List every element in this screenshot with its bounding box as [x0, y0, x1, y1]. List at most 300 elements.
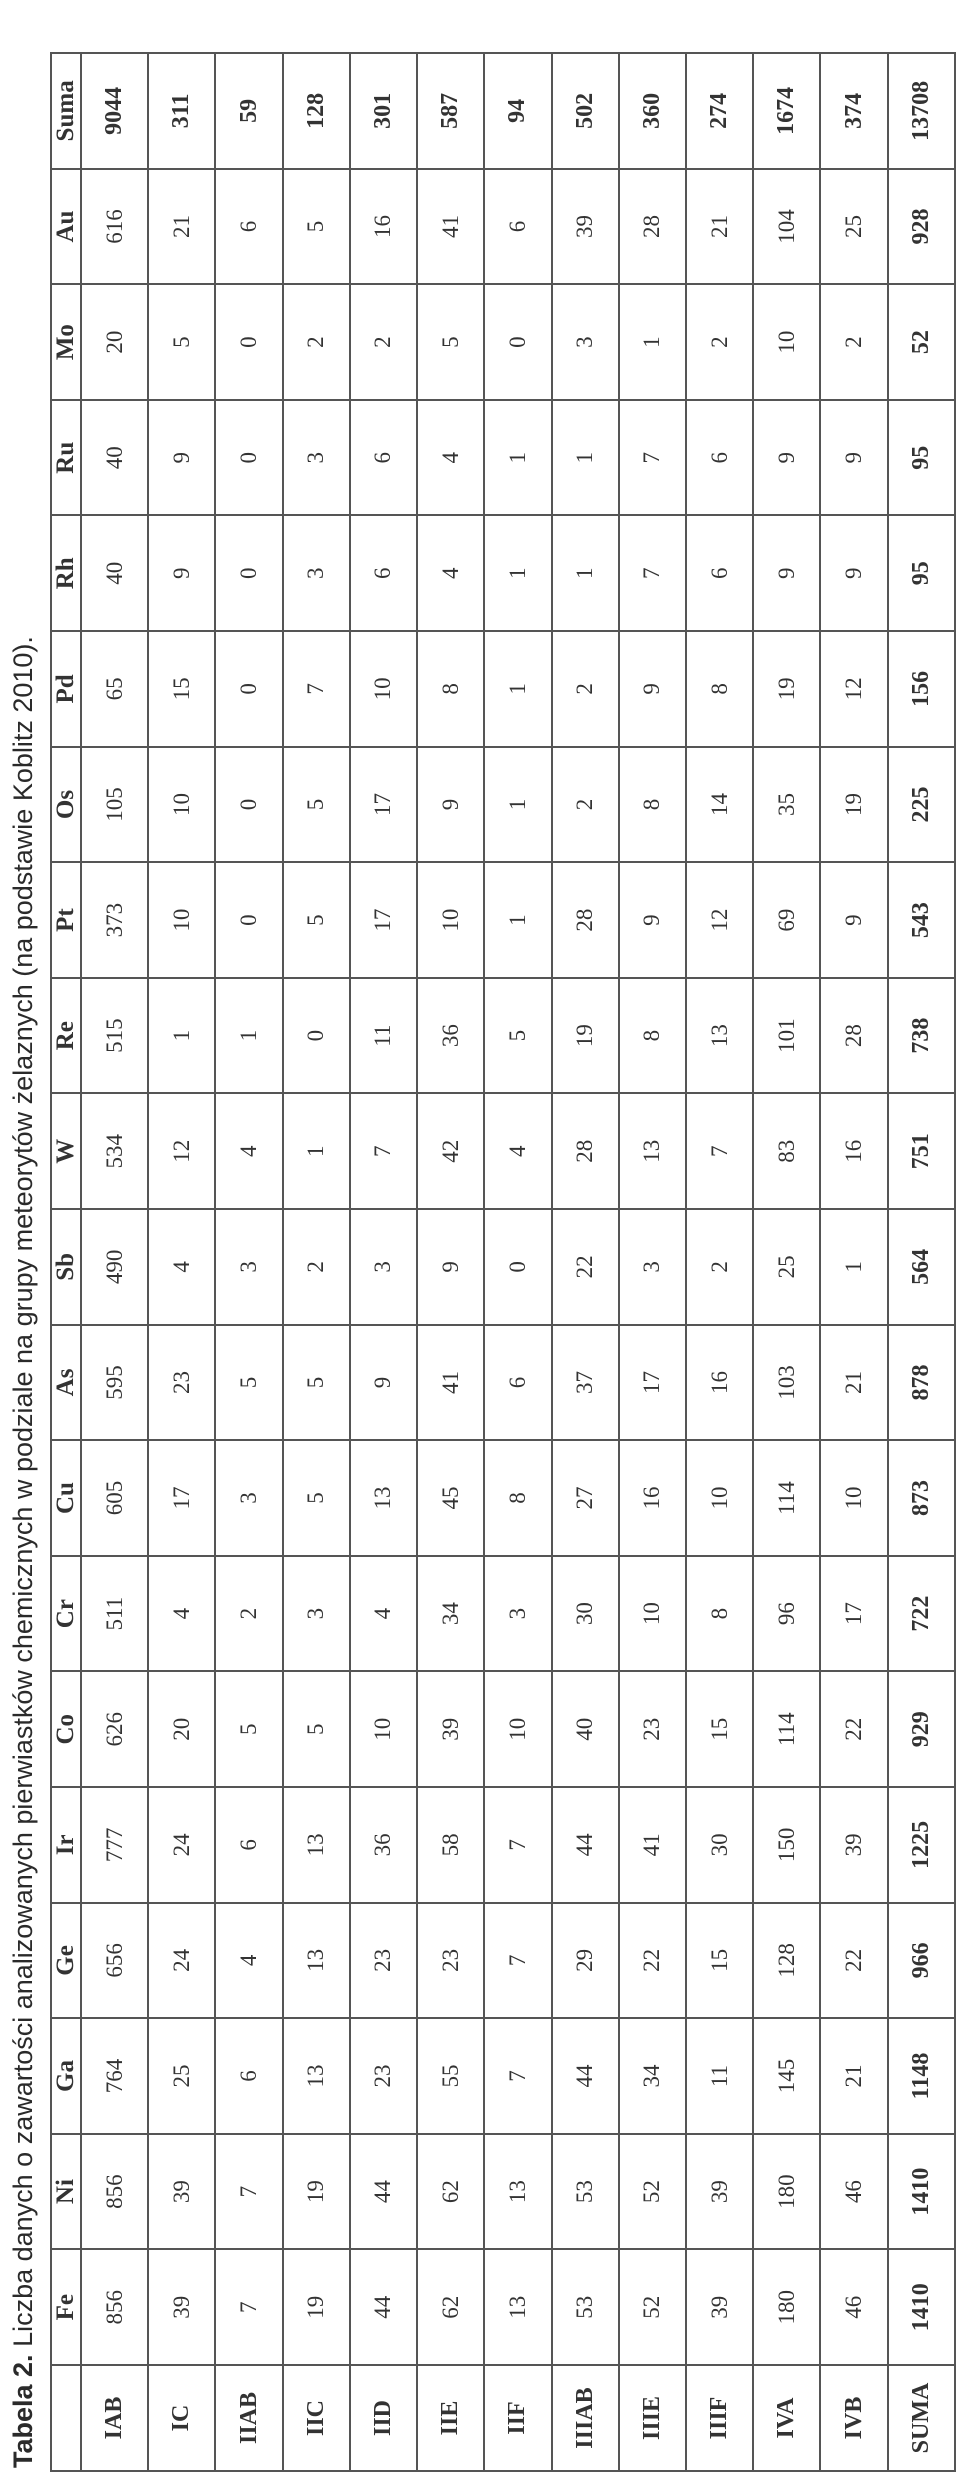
caption-label: Tabela 2. — [8, 2354, 38, 2468]
table-cell: 44 — [552, 1787, 619, 1903]
table-cell: 5 — [283, 1325, 350, 1441]
table-cell: 103 — [753, 1325, 820, 1441]
table-cell: 15 — [686, 1903, 753, 2019]
table-cell: 1410 — [888, 2249, 955, 2365]
column-header: Ni — [51, 2134, 81, 2250]
table-cell: 9 — [820, 862, 887, 978]
table-cell: 41 — [417, 169, 484, 285]
table-cell: 1225 — [888, 1787, 955, 1903]
table-cell: 626 — [81, 1671, 148, 1787]
table-cell: 2 — [283, 284, 350, 400]
table-cell: 2 — [820, 284, 887, 400]
table-cell: 30 — [686, 1787, 753, 1903]
table-cell: 13 — [350, 1440, 417, 1556]
column-header: Ru — [51, 400, 81, 516]
table-cell: 9 — [417, 747, 484, 863]
table-cell: 966 — [888, 1903, 955, 2019]
table-cell: 595 — [81, 1325, 148, 1441]
sum-cell: 94 — [484, 53, 551, 169]
table-cell: 52 — [619, 2249, 686, 2365]
table-cell: 15 — [686, 1671, 753, 1787]
sum-cell: 1674 — [753, 53, 820, 169]
table-cell: 9 — [148, 400, 215, 516]
table-cell: 25 — [753, 1209, 820, 1325]
table-cell: 35 — [753, 747, 820, 863]
table-cell: 6 — [484, 169, 551, 285]
row-header: IIC — [283, 2365, 350, 2471]
table-cell: 23 — [350, 2018, 417, 2134]
column-header: Os — [51, 747, 81, 863]
table-cell: 0 — [215, 516, 282, 632]
table-cell: 55 — [417, 2018, 484, 2134]
table-cell: 8 — [484, 1440, 551, 1556]
sum-cell: 59 — [215, 53, 282, 169]
table-cell: 10 — [484, 1671, 551, 1787]
table-row — [215, 53, 282, 2471]
sum-cell: 274 — [686, 53, 753, 169]
table-cell: 7 — [686, 1093, 753, 1209]
table-cell: 19 — [552, 978, 619, 1094]
table-cell: 1 — [552, 516, 619, 632]
table-cell: 5 — [283, 747, 350, 863]
table-cell: 7 — [215, 2134, 282, 2250]
table-cell: 373 — [81, 862, 148, 978]
table-cell: 10 — [753, 284, 820, 400]
table-cell: 1 — [484, 516, 551, 632]
table-cell: 39 — [148, 2249, 215, 2365]
table-cell: 23 — [148, 1325, 215, 1441]
table-cell: 2 — [686, 1209, 753, 1325]
sum-cell: 587 — [417, 53, 484, 169]
table-cell: 13 — [619, 1093, 686, 1209]
table-cell: 39 — [820, 1787, 887, 1903]
table-cell: 30 — [552, 1556, 619, 1672]
column-header: Sb — [51, 1209, 81, 1325]
table-cell: 15 — [148, 631, 215, 747]
table-cell: 4 — [417, 516, 484, 632]
table-cell: 23 — [350, 1903, 417, 2019]
header-row — [51, 53, 81, 2471]
table-cell: 10 — [148, 862, 215, 978]
table-cell: 6 — [484, 1325, 551, 1441]
table-cell: 0 — [215, 747, 282, 863]
table-cell: 39 — [552, 169, 619, 285]
table-cell: 16 — [820, 1093, 887, 1209]
table-cell: 1148 — [888, 2018, 955, 2134]
table-cell: 7 — [484, 2018, 551, 2134]
row-header: IC — [148, 2365, 215, 2471]
column-header: Mo — [51, 284, 81, 400]
table-cell: 19 — [283, 2249, 350, 2365]
table-cell: 0 — [283, 978, 350, 1094]
table-cell: 45 — [417, 1440, 484, 1556]
table-cell: 69 — [753, 862, 820, 978]
table-row — [283, 53, 350, 2471]
table-cell: 21 — [820, 2018, 887, 2134]
table-row — [350, 53, 417, 2471]
table-cell: 13 — [484, 2134, 551, 2250]
table-cell: 5 — [215, 1671, 282, 1787]
table-cell: 6 — [686, 400, 753, 516]
table-row — [686, 53, 753, 2471]
row-header: IIF — [484, 2365, 551, 2471]
table-cell: 52 — [888, 284, 955, 400]
table-cell: 8 — [619, 978, 686, 1094]
table-cell: 150 — [753, 1787, 820, 1903]
table-cell: 3 — [350, 1209, 417, 1325]
table-cell: 1 — [619, 284, 686, 400]
table-cell: 22 — [820, 1671, 887, 1787]
table-cell: 8 — [417, 631, 484, 747]
table-cell: 44 — [350, 2249, 417, 2365]
table-cell: 1 — [484, 400, 551, 516]
table-cell: 12 — [686, 862, 753, 978]
table-cell: 10 — [417, 862, 484, 978]
table-cell: 5 — [283, 169, 350, 285]
table-cell: 515 — [81, 978, 148, 1094]
table-cell: 1410 — [888, 2134, 955, 2250]
table-cell: 1 — [820, 1209, 887, 1325]
table-cell: 13 — [686, 978, 753, 1094]
table-cell: 40 — [81, 516, 148, 632]
table-cell: 6 — [215, 2018, 282, 2134]
table-cell: 62 — [417, 2249, 484, 2365]
table-cell: 4 — [417, 400, 484, 516]
table-cell: 9 — [820, 516, 887, 632]
table-cell: 6 — [686, 516, 753, 632]
table-cell: 96 — [753, 1556, 820, 1672]
table-cell: 9 — [619, 862, 686, 978]
table-cell: 19 — [753, 631, 820, 747]
table-cell: 180 — [753, 2134, 820, 2250]
table-cell: 8 — [686, 1556, 753, 1672]
table-cell: 751 — [888, 1093, 955, 1209]
table-cell: 13 — [283, 2018, 350, 2134]
table-row — [484, 53, 551, 2471]
table-cell: 0 — [215, 862, 282, 978]
table-row — [81, 53, 148, 2471]
sum-cell: 374 — [820, 53, 887, 169]
table-cell: 656 — [81, 1903, 148, 2019]
table-cell: 13 — [283, 1903, 350, 2019]
table-cell: 36 — [350, 1787, 417, 1903]
column-header: As — [51, 1325, 81, 1441]
table-cell: 543 — [888, 862, 955, 978]
table-body — [81, 53, 955, 2471]
table-cell: 10 — [350, 631, 417, 747]
column-header: Cu — [51, 1440, 81, 1556]
table-cell: 10 — [820, 1440, 887, 1556]
table-cell: 20 — [148, 1671, 215, 1787]
table-cell: 39 — [686, 2134, 753, 2250]
table-cell: 12 — [148, 1093, 215, 1209]
table-cell: 13 — [283, 1787, 350, 1903]
table-cell: 4 — [484, 1093, 551, 1209]
table-cell: 83 — [753, 1093, 820, 1209]
table-cell: 8 — [686, 631, 753, 747]
table-cell: 10 — [686, 1440, 753, 1556]
table-cell: 19 — [283, 2134, 350, 2250]
table-cell: 25 — [820, 169, 887, 285]
table-cell: 225 — [888, 747, 955, 863]
table-cell: 6 — [350, 400, 417, 516]
table-cell: 0 — [215, 631, 282, 747]
table-cell: 4 — [148, 1556, 215, 1672]
table-cell: 46 — [820, 2249, 887, 2365]
table-cell: 53 — [552, 2249, 619, 2365]
sum-cell: 311 — [148, 53, 215, 169]
table-cell: 28 — [552, 862, 619, 978]
table-cell: 5 — [215, 1325, 282, 1441]
table-cell: 17 — [350, 862, 417, 978]
table-cell: 7 — [283, 631, 350, 747]
table-cell: 46 — [820, 2134, 887, 2250]
table-row — [417, 53, 484, 2471]
table-cell: 511 — [81, 1556, 148, 1672]
table-row — [148, 53, 215, 2471]
table-cell: 7 — [484, 1903, 551, 2019]
table-cell: 22 — [820, 1903, 887, 2019]
row-header: IIIAB — [552, 2365, 619, 2471]
table-cell: 62 — [417, 2134, 484, 2250]
table-cell: 21 — [820, 1325, 887, 1441]
table-cell: 114 — [753, 1671, 820, 1787]
table-cell: 11 — [350, 978, 417, 1094]
table-cell: 39 — [148, 2134, 215, 2250]
table-cell: 0 — [484, 1209, 551, 1325]
table-cell: 105 — [81, 747, 148, 863]
table-cell: 14 — [686, 747, 753, 863]
table-cell: 6 — [215, 169, 282, 285]
caption-text: Liczba danych o zawartości analizowanych pierwiastków chemicznych w podziale na grupy meteorytów żelaznych (na podstawie Koblitz 2010). — [8, 636, 38, 2355]
table-cell: 722 — [888, 1556, 955, 1672]
table-cell: 28 — [820, 978, 887, 1094]
table-cell: 9 — [417, 1209, 484, 1325]
table-cell: 95 — [888, 400, 955, 516]
table-cell: 36 — [417, 978, 484, 1094]
table-cell: 101 — [753, 978, 820, 1094]
table-cell: 28 — [619, 169, 686, 285]
table-cell: 490 — [81, 1209, 148, 1325]
table-cell: 40 — [81, 400, 148, 516]
table-cell: 95 — [888, 516, 955, 632]
row-header: IVB — [820, 2365, 887, 2471]
row-header: IIIF — [686, 2365, 753, 2471]
table-cell: 24 — [148, 1903, 215, 2019]
table-cell: 1 — [552, 400, 619, 516]
table-row — [619, 53, 686, 2471]
table-cell: 9 — [753, 400, 820, 516]
table-cell: 27 — [552, 1440, 619, 1556]
table-cell: 9 — [350, 1325, 417, 1441]
table-cell: 16 — [619, 1440, 686, 1556]
table-cell: 9 — [148, 516, 215, 632]
sum-cell: 128 — [283, 53, 350, 169]
table-cell: 22 — [619, 1903, 686, 2019]
column-header: Ir — [51, 1787, 81, 1903]
table-cell: 0 — [215, 284, 282, 400]
column-header: Re — [51, 978, 81, 1094]
table-cell: 5 — [417, 284, 484, 400]
column-header: Rh — [51, 516, 81, 632]
table-cell: 3 — [215, 1440, 282, 1556]
table-cell: 23 — [619, 1671, 686, 1787]
table-cell: 34 — [619, 2018, 686, 2134]
table-cell: 9 — [619, 631, 686, 747]
table-cell: 3 — [484, 1556, 551, 1672]
row-header: IAB — [81, 2365, 148, 2471]
table-cell: 12 — [820, 631, 887, 747]
table-cell: 777 — [81, 1787, 148, 1903]
table-cell: 19 — [820, 747, 887, 863]
table-cell: 17 — [619, 1325, 686, 1441]
table-cell: 41 — [619, 1787, 686, 1903]
table-cell: 39 — [417, 1671, 484, 1787]
table-cell: 9 — [820, 400, 887, 516]
table-cell: 856 — [81, 2249, 148, 2365]
row-header: IVA — [753, 2365, 820, 2471]
table-cell: 4 — [215, 1903, 282, 2019]
sum-row — [888, 53, 955, 2471]
table-row — [753, 53, 820, 2471]
table-row — [820, 53, 887, 2471]
table-cell: 13 — [484, 2249, 551, 2365]
table-cell: 58 — [417, 1787, 484, 1903]
column-header: Au — [51, 169, 81, 285]
table-cell: 7 — [619, 400, 686, 516]
table-cell: 41 — [417, 1325, 484, 1441]
table-cell: 616 — [81, 169, 148, 285]
table-cell: 17 — [820, 1556, 887, 1672]
sum-cell: 13708 — [888, 53, 955, 169]
table-cell: 6 — [350, 516, 417, 632]
table-cell: 1 — [148, 978, 215, 1094]
row-header: IIIE — [619, 2365, 686, 2471]
table-cell: 0 — [484, 284, 551, 400]
table-cell: 34 — [417, 1556, 484, 1672]
table-cell: 10 — [619, 1556, 686, 1672]
column-header: Ge — [51, 1903, 81, 2019]
table-cell: 39 — [686, 2249, 753, 2365]
data-table — [50, 52, 956, 2472]
table-cell: 104 — [753, 169, 820, 285]
table-cell: 53 — [552, 2134, 619, 2250]
table-cell: 3 — [619, 1209, 686, 1325]
table-cell: 20 — [81, 284, 148, 400]
table-cell: 878 — [888, 1325, 955, 1441]
row-header: IID — [350, 2365, 417, 2471]
table-cell: 605 — [81, 1440, 148, 1556]
table-cell: 3 — [215, 1209, 282, 1325]
table-cell: 764 — [81, 2018, 148, 2134]
table-cell: 534 — [81, 1093, 148, 1209]
table-cell: 16 — [686, 1325, 753, 1441]
table-cell: 37 — [552, 1325, 619, 1441]
table-cell: 7 — [484, 1787, 551, 1903]
table-cell: 10 — [350, 1671, 417, 1787]
column-header: Pd — [51, 631, 81, 747]
table-cell: 873 — [888, 1440, 955, 1556]
table-cell: 3 — [283, 400, 350, 516]
table-cell: 7 — [350, 1093, 417, 1209]
sum-cell: 301 — [350, 53, 417, 169]
table-cell: 17 — [148, 1440, 215, 1556]
table-cell: 9 — [753, 516, 820, 632]
column-header: Co — [51, 1671, 81, 1787]
table-cell: 22 — [552, 1209, 619, 1325]
corner-cell — [51, 2365, 81, 2471]
table-cell: 4 — [215, 1093, 282, 1209]
column-header: Fe — [51, 2249, 81, 2365]
table-cell: 929 — [888, 1671, 955, 1787]
table-cell: 928 — [888, 169, 955, 285]
table-cell: 5 — [283, 1671, 350, 1787]
table-cell: 21 — [686, 169, 753, 285]
table-cell: 44 — [552, 2018, 619, 2134]
column-header: Cr — [51, 1556, 81, 1672]
table-cell: 8 — [619, 747, 686, 863]
table-cell: 1 — [215, 978, 282, 1094]
sum-cell: 360 — [619, 53, 686, 169]
table-cell: 5 — [484, 978, 551, 1094]
column-header: Ga — [51, 2018, 81, 2134]
table-cell: 738 — [888, 978, 955, 1094]
column-header: Suma — [51, 53, 81, 169]
table-cell: 3 — [283, 516, 350, 632]
table-cell: 7 — [619, 516, 686, 632]
table-cell: 16 — [350, 169, 417, 285]
row-header: IIE — [417, 2365, 484, 2471]
table-cell: 3 — [552, 284, 619, 400]
table-cell: 28 — [552, 1093, 619, 1209]
table-cell: 1 — [283, 1093, 350, 1209]
table-cell: 128 — [753, 1903, 820, 2019]
sum-cell: 502 — [552, 53, 619, 169]
table-cell: 2 — [215, 1556, 282, 1672]
table-cell: 17 — [350, 747, 417, 863]
table-cell: 7 — [215, 2249, 282, 2365]
table-cell: 2 — [552, 747, 619, 863]
sum-cell: 9044 — [81, 53, 148, 169]
table-cell: 0 — [215, 400, 282, 516]
table-cell: 24 — [148, 1787, 215, 1903]
table-cell: 44 — [350, 2134, 417, 2250]
table-cell: 29 — [552, 1903, 619, 2019]
table-cell: 180 — [753, 2249, 820, 2365]
column-header: Pt — [51, 862, 81, 978]
table-cell: 5 — [148, 284, 215, 400]
table-cell: 156 — [888, 631, 955, 747]
table-cell: 1 — [484, 747, 551, 863]
table-cell: 10 — [148, 747, 215, 863]
table-cell: 2 — [686, 284, 753, 400]
table-cell: 564 — [888, 1209, 955, 1325]
table-cell: 5 — [283, 862, 350, 978]
table-cell: 2 — [350, 284, 417, 400]
table-cell: 2 — [283, 1209, 350, 1325]
table-cell: 2 — [552, 631, 619, 747]
table-cell: 23 — [417, 1903, 484, 2019]
table-cell: 3 — [283, 1556, 350, 1672]
table-cell: 145 — [753, 2018, 820, 2134]
table-cell: 856 — [81, 2134, 148, 2250]
table-cell: 5 — [283, 1440, 350, 1556]
table-cell: 114 — [753, 1440, 820, 1556]
row-header: SUMA — [888, 2365, 955, 2471]
table-cell: 40 — [552, 1671, 619, 1787]
table-cell: 52 — [619, 2134, 686, 2250]
table-cell: 1 — [484, 631, 551, 747]
